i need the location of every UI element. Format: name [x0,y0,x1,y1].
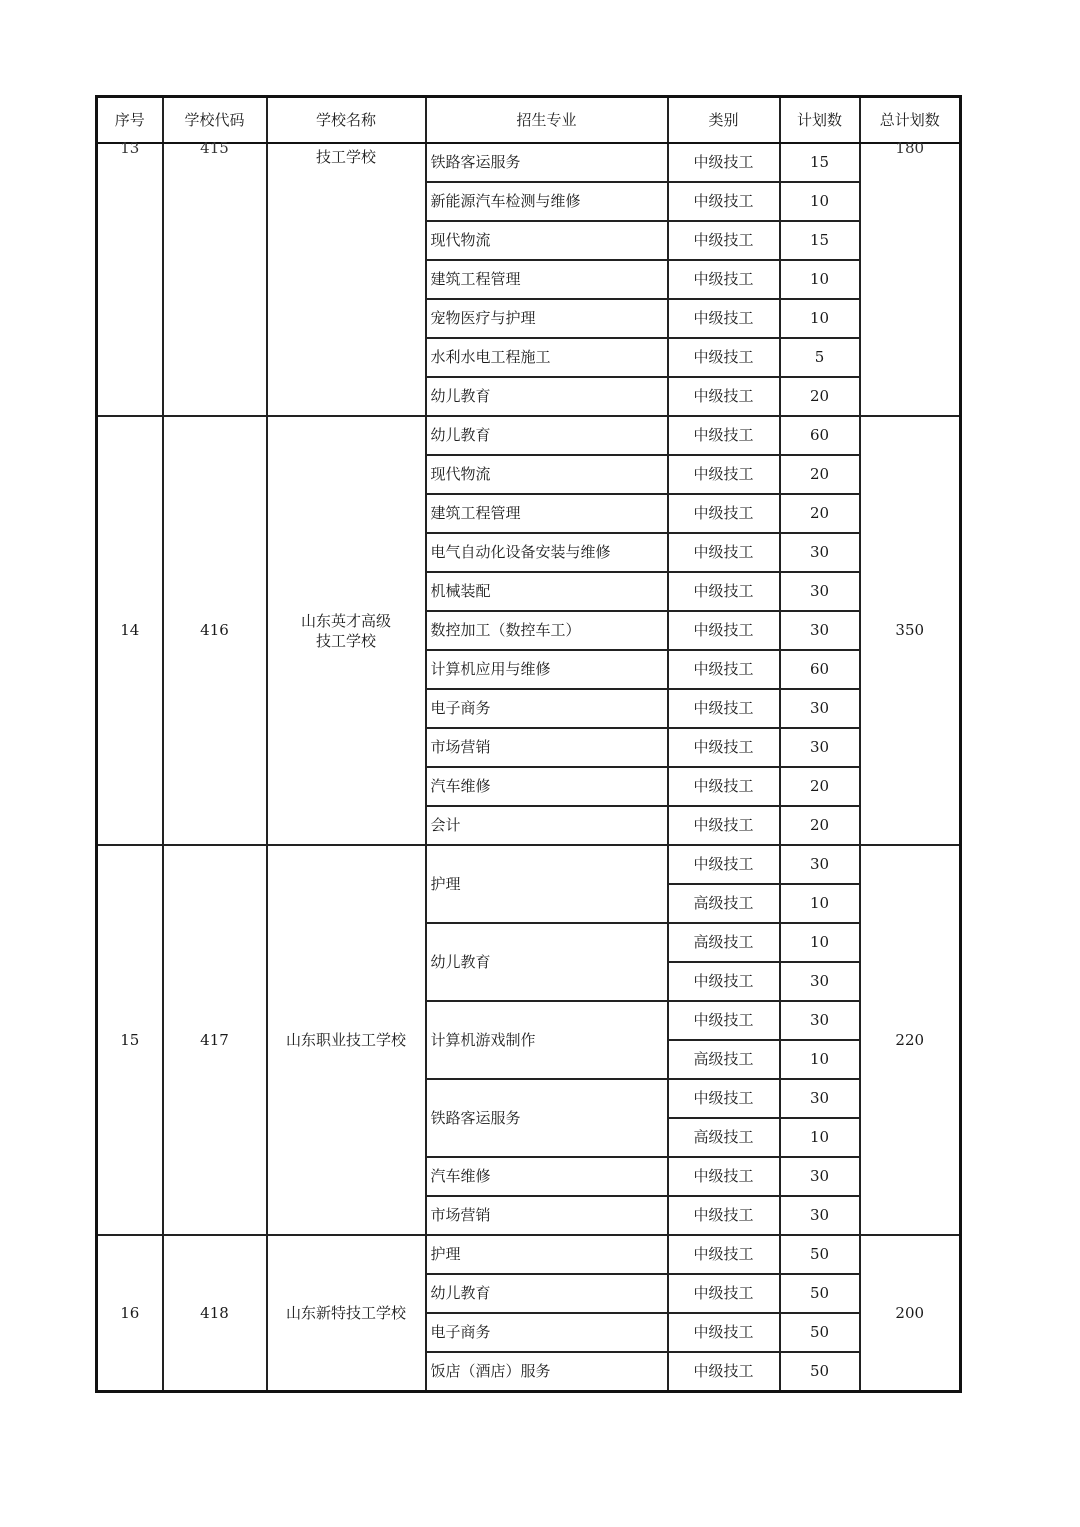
table-row [97,416,961,455]
category-cell: 中级技工 [668,845,780,884]
category-cell: 高级技工 [668,884,780,923]
plan-cell: 30 [780,1196,860,1235]
header-row [97,97,961,144]
major-cell: 现代物流 [426,455,668,494]
category-cell: 中级技工 [668,1157,780,1196]
plan-cell: 30 [780,1157,860,1196]
plan-cell: 15 [780,221,860,260]
major-cell: 电子商务 [426,689,668,728]
plan-cell: 20 [780,806,860,845]
category-cell: 中级技工 [668,143,780,182]
plan-cell: 30 [780,533,860,572]
plan-cell: 30 [780,611,860,650]
school-code: 416 [163,416,267,845]
plan-cell: 20 [780,377,860,416]
school-total: 220 [860,845,961,1235]
plan-cell: 50 [780,1352,860,1392]
major-cell: 计算机游戏制作 [426,1001,668,1079]
school-name: 技工学校 [267,143,426,416]
header-code: 学校代码 [163,97,267,144]
major-cell: 饭店（酒店）服务 [426,1352,668,1392]
major-cell: 市场营销 [426,728,668,767]
school-total: 180 [860,143,961,416]
category-cell: 中级技工 [668,416,780,455]
category-cell: 中级技工 [668,221,780,260]
school-seq: 16 [97,1235,163,1392]
plan-cell: 30 [780,728,860,767]
category-cell: 中级技工 [668,1196,780,1235]
major-cell: 幼儿教育 [426,1274,668,1313]
school-total: 350 [860,416,961,845]
category-cell: 中级技工 [668,338,780,377]
category-cell: 中级技工 [668,1313,780,1352]
major-cell: 电子商务 [426,1313,668,1352]
header-school: 学校名称 [267,97,426,144]
header-total: 总计划数 [860,97,961,144]
school-seq: 14 [97,416,163,845]
plan-cell: 50 [780,1274,860,1313]
school-total: 200 [860,1235,961,1392]
category-cell: 中级技工 [668,767,780,806]
category-cell: 中级技工 [668,689,780,728]
category-cell: 中级技工 [668,533,780,572]
plan-cell: 10 [780,260,860,299]
major-cell: 护理 [426,845,668,923]
plan-cell: 30 [780,845,860,884]
category-cell: 中级技工 [668,260,780,299]
major-cell: 建筑工程管理 [426,494,668,533]
plan-cell: 20 [780,455,860,494]
category-cell: 中级技工 [668,377,780,416]
plan-cell: 30 [780,1079,860,1118]
category-cell: 高级技工 [668,1040,780,1079]
header-seq: 序号 [97,97,163,144]
plan-cell: 20 [780,767,860,806]
plan-cell: 10 [780,1118,860,1157]
school-name: 山东新特技工学校 [267,1235,426,1392]
header-plan: 计划数 [780,97,860,144]
major-cell: 新能源汽车检测与维修 [426,182,668,221]
major-cell: 计算机应用与维修 [426,650,668,689]
category-cell: 中级技工 [668,806,780,845]
enrollment-plan-table [95,95,962,1393]
major-cell: 机械装配 [426,572,668,611]
school-code: 415 [163,143,267,416]
category-cell: 中级技工 [668,1079,780,1118]
school-seq: 13 [97,143,163,416]
major-cell: 水利水电工程施工 [426,338,668,377]
major-cell: 幼儿教育 [426,377,668,416]
school-name: 山东英才高级技工学校 [267,416,426,845]
category-cell: 高级技工 [668,1118,780,1157]
major-cell: 宠物医疗与护理 [426,299,668,338]
category-cell: 中级技工 [668,1001,780,1040]
plan-cell: 20 [780,494,860,533]
plan-cell: 50 [780,1235,860,1274]
major-cell: 电气自动化设备安装与维修 [426,533,668,572]
plan-cell: 30 [780,1001,860,1040]
major-cell: 市场营销 [426,1196,668,1235]
category-cell: 中级技工 [668,728,780,767]
category-cell: 高级技工 [668,923,780,962]
plan-cell: 60 [780,416,860,455]
plan-cell: 50 [780,1313,860,1352]
plan-cell: 60 [780,650,860,689]
category-cell: 中级技工 [668,572,780,611]
major-cell: 铁路客运服务 [426,143,668,182]
plan-cell: 30 [780,689,860,728]
plan-cell: 10 [780,182,860,221]
major-cell: 现代物流 [426,221,668,260]
major-cell: 幼儿教育 [426,923,668,1001]
category-cell: 中级技工 [668,1235,780,1274]
major-cell: 建筑工程管理 [426,260,668,299]
major-cell: 护理 [426,1235,668,1274]
major-cell: 数控加工（数控车工） [426,611,668,650]
table-row [97,845,961,884]
plan-cell: 15 [780,143,860,182]
plan-cell: 5 [780,338,860,377]
category-cell: 中级技工 [668,611,780,650]
category-cell: 中级技工 [668,455,780,494]
plan-cell: 10 [780,1040,860,1079]
table-row [97,143,961,182]
major-cell: 汽车维修 [426,1157,668,1196]
category-cell: 中级技工 [668,299,780,338]
school-code: 418 [163,1235,267,1392]
plan-cell: 30 [780,962,860,1001]
table-row [97,1235,961,1274]
header-category: 类别 [668,97,780,144]
major-cell: 汽车维修 [426,767,668,806]
header-major: 招生专业 [426,97,668,144]
category-cell: 中级技工 [668,494,780,533]
plan-cell: 10 [780,299,860,338]
category-cell: 中级技工 [668,962,780,1001]
major-cell: 幼儿教育 [426,416,668,455]
major-cell: 铁路客运服务 [426,1079,668,1157]
school-name: 山东职业技工学校 [267,845,426,1235]
plan-cell: 10 [780,923,860,962]
school-seq: 15 [97,845,163,1235]
school-code: 417 [163,845,267,1235]
category-cell: 中级技工 [668,1352,780,1392]
category-cell: 中级技工 [668,182,780,221]
category-cell: 中级技工 [668,650,780,689]
major-cell: 会计 [426,806,668,845]
plan-cell: 30 [780,572,860,611]
plan-cell: 10 [780,884,860,923]
category-cell: 中级技工 [668,1274,780,1313]
